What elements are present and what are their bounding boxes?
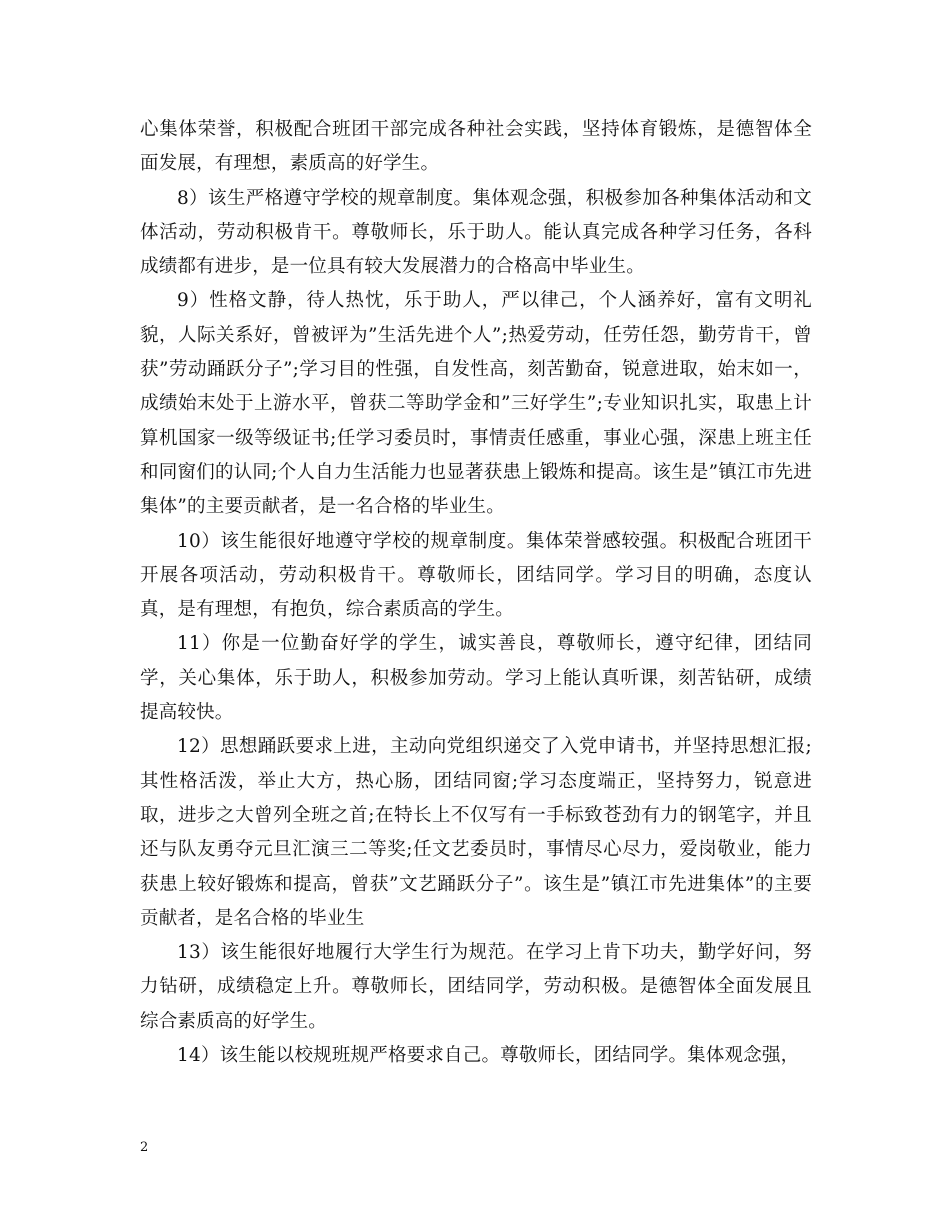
paragraph-continuation: 心集体荣誉，积极配合班团干部完成各种社会实践，坚持体育锻炼，是德智体全面发展，有理想，素质高的好学生。 bbox=[140, 119, 812, 175]
document-body bbox=[140, 113, 812, 1073]
paragraph-item-10: 10）该生能很好地遵守学校的规章制度。集体荣誉感较强。积极配合班团干开展各项活动，劳动积极肯干。尊敬师长，团结同学。学习目的明确，态度认真，是有理想，有抱负，综合素质高的学生。 bbox=[140, 530, 812, 621]
paragraph-item-14: 14）该生能以校规班规严格要求自己。尊敬师长，团结同学。集体观念强， bbox=[177, 1045, 800, 1067]
paragraph-item-9: 9）性格文静，待人热忱，乐于助人，严以律己，个人涵养好，富有文明礼貌，人际关系好，曾被评为”生活先进个人”;热爱劳动，任劳任怨，勤劳肯干，曾获”劳动踊跃分子”;学习目的性强，自发性高，刻苦勤奋，锐意进取，始末如一，成绩始末处于上游水平，曾获二等助学金和”三好学生”;专业知识扎实，取患上计算机国家一级等级证书;任学习委员时，事情责任感重，事业心强，深患上班主任和同窗们的认同;个人自力生活能力也显著获患上锻炼和提高。该生是”镇江市先进集体”的主要贡献者，是一名合格的毕业生。 bbox=[140, 290, 812, 518]
paragraph-item-13: 13）该生能很好地履行大学生行为规范。在学习上肯下功夫，勤学好问，努力钻研，成绩稳定上升。尊敬师长，团结同学，劳动积极。是德智体全面发展且综合素质高的好学生。 bbox=[140, 942, 812, 1032]
page-number: 2 bbox=[140, 1140, 149, 1155]
paragraph-item-8: 8）该生严格遵守学校的规章制度。集体观念强，积极参加各种集体活动和文体活动，劳动积极肯干。尊敬师长，乐于助人。能认真完成各种学习任务，各科成绩都有进步，是一位具有较大发展潜力的合格高中毕业生。 bbox=[140, 187, 812, 278]
paragraph-item-11: 11）你是一位勤奋好学的学生，诚实善良，尊敬师长，遵守纪律，团结同学，关心集体，乐于助人，积极参加劳动。学习上能认真听课，刻苦钻研，成绩提高较快。 bbox=[140, 633, 812, 724]
paragraph-item-12: 12）思想踊跃要求上进，主动向党组织递交了入党申请书，并坚持思想汇报;其性格活泼，举止大方，热心肠，团结同窗;学习态度端正，坚持努力，锐意进取，进步之大曾列全班之首;在特长上不仅写有一手标致苍劲有力的钢笔字，并且还与队友勇夺元旦汇演三二等奖;任文艺委员时，事情尽心尽力，爱岗敬业，能力获患上较好锻炼和提高，曾获”文艺踊跃分子”。该生是”镇江市先进集体”的主要贡献者，是名合格的毕业生 bbox=[140, 736, 812, 929]
